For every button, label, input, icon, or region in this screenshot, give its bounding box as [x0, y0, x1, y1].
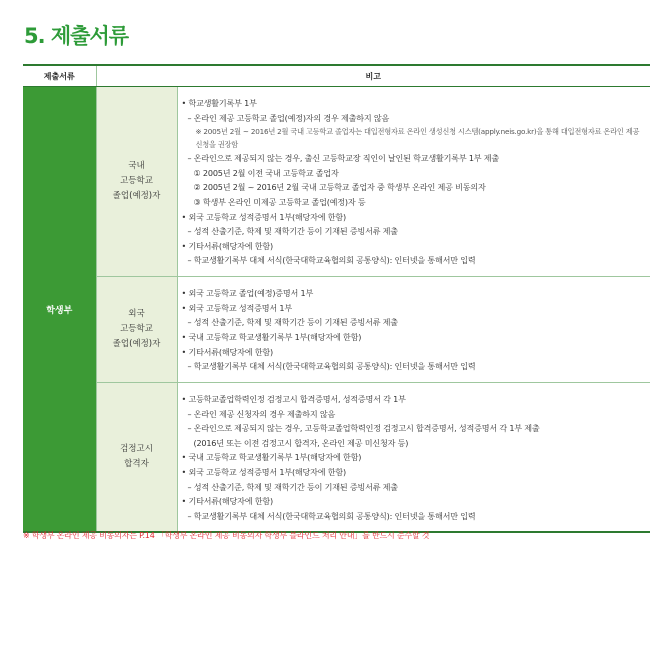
- remark-line: • 기타서류(해당자에 한함): [181, 240, 273, 251]
- documents-table: [23, 64, 650, 533]
- content-domestic: [177, 87, 650, 277]
- sub-category-line: 고등학교: [120, 175, 153, 186]
- sub-category-line: 국내: [128, 160, 145, 171]
- sub-category-line: 검정고시: [120, 444, 153, 455]
- note-text: ※ 2005년 2월 ~ 2016년 2월 국내 고등학교 졸업자는 대입전형자료 온라인 생성신청 시스템(apply.neis.go.kr)을 통해 대입전형자료 온라인 제공 신청을 권장함: [195, 127, 640, 150]
- sub-category-qualification-exam: [96, 382, 177, 532]
- remark-line: – 학교생활기록부 대체 서식(한국대학교육협의회 공통양식): 인터넷을 통해서만 입력: [187, 255, 476, 266]
- remark-line: – 성적 산출기준, 학제 및 재학기간 등이 기재된 증빙서류 제출: [187, 317, 398, 328]
- remark-line: • 국내 고등학교 학교생활기록부 1부(해당자에 한함): [181, 452, 362, 463]
- sub-category-line: 고등학교: [120, 323, 153, 334]
- table-row: [23, 382, 650, 532]
- content-qualification-exam: [177, 382, 650, 532]
- header-submitted-documents: 제출서류: [23, 65, 96, 87]
- table-row: [23, 276, 650, 382]
- content-foreign: [177, 276, 650, 382]
- remark-line: ① 2005년 2월 이전 국내 고등학교 졸업자: [193, 167, 339, 178]
- page-title: 5. 제출서류: [24, 24, 129, 48]
- remark-line: (2016년 또는 이전 검정고시 합격자, 온라인 제공 미신청자 등): [193, 437, 409, 448]
- remark-line: – 온라인으로 제공되지 않는 경우, 고등학교졸업학력인정 검정고시 합격증명서, 성적증명서 각 1부 제출: [187, 423, 540, 434]
- remark-line: • 학교생활기록부 1부: [181, 98, 257, 108]
- sub-category-line: 졸업(예정)자: [112, 338, 161, 349]
- footnote: ※ 학생부 온라인 제공 비동의자는 P.14 「학생부 온라인 제공 비동의자 학생부 블라인드 처리 안내」를 반드시 준수할 것: [23, 531, 430, 540]
- remark-line: • 외국 고등학교 성적증명서 1부(해당자에 한함): [181, 466, 346, 477]
- remark-line: • 외국 고등학교 졸업(예정)증명서 1부: [181, 288, 314, 299]
- remark-line: – 성적 산출기준, 학제 및 재학기간 등이 기재된 증빙서류 제출: [187, 481, 398, 492]
- group-label-student-record: 학생부: [23, 87, 96, 533]
- remark-line: – 온라인 제공 신청자의 경우 제출하지 않음: [187, 408, 336, 419]
- remark-line: ② 2005년 2월 ~ 2016년 2월 국내 고등학교 졸업자 중 학생부 온라인 제공 비동의자: [193, 182, 486, 193]
- remark-line: – 학교생활기록부 대체 서식(한국대학교육협의회 공통양식): 인터넷을 통해서만 입력: [187, 361, 476, 372]
- remark-line: • 기타서류(해당자에 한함): [181, 496, 273, 507]
- sub-category-line: 외국: [128, 308, 145, 319]
- sub-category-foreign: [96, 276, 177, 382]
- remark-line: – 성적 산출기준, 학제 및 재학기간 등이 기재된 증빙서류 제출: [187, 226, 398, 237]
- remark-line: – 온라인 제공 고등학교 졸업(예정)자의 경우 제출하지 않음: [187, 112, 390, 123]
- sub-category-line: 졸업(예정)자: [112, 190, 161, 201]
- remark-line: • 기타서류(해당자에 한함): [181, 346, 273, 357]
- sub-category-domestic: [96, 87, 177, 277]
- remark-line: • 고등학교졸업학력인정 검정고시 합격증명서, 성적증명서 각 1부: [181, 393, 406, 404]
- remark-line: – 학교생활기록부 대체 서식(한국대학교육협의회 공통양식): 인터넷을 통해서만 입력: [187, 510, 476, 521]
- header-remarks: 비고: [96, 65, 650, 87]
- table-header-row: [23, 65, 650, 87]
- remark-line: • 외국 고등학교 성적증명서 1부: [181, 302, 292, 313]
- remark-line: • 외국 고등학교 성적증명서 1부(해당자에 한함): [181, 211, 346, 222]
- sub-category-line: 합격자: [124, 459, 149, 470]
- remark-line: – 온라인으로 제공되지 않는 경우, 출신 고등학교장 직인이 날인된 학교생활기록부 1부 제출: [187, 153, 500, 164]
- remark-line: ③ 학생부 온라인 미제공 고등학교 졸업(예정)자 등: [193, 196, 366, 207]
- remark-line: • 국내 고등학교 학교생활기록부 1부(해당자에 한함): [181, 331, 362, 342]
- table-row: [23, 87, 650, 277]
